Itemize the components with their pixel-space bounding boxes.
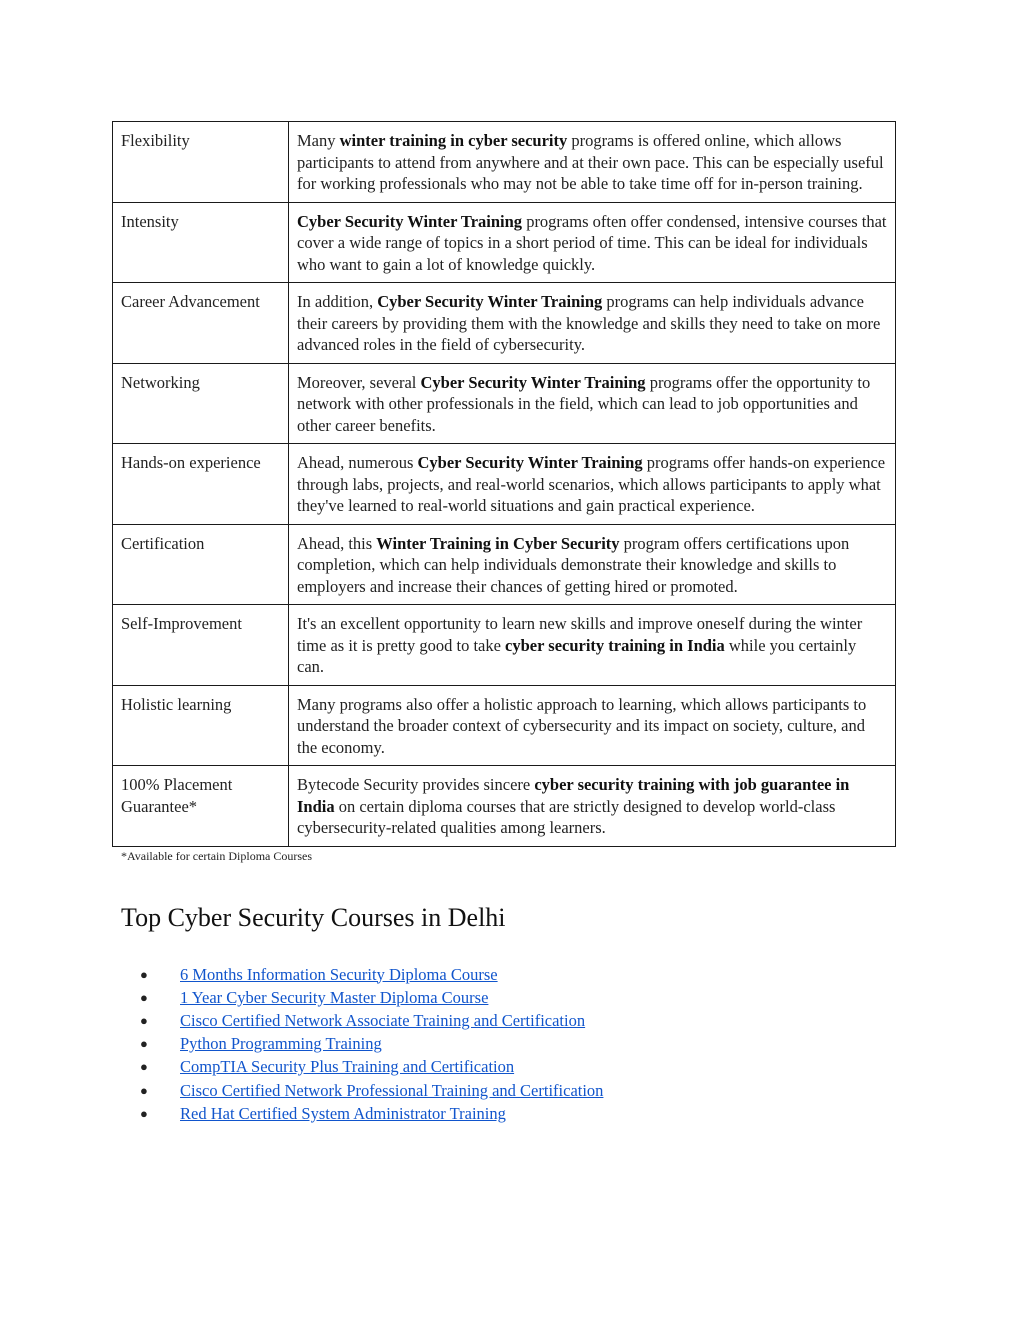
description-text: on certain diploma courses that are strictly designed to develop world-class cybersecurity-related qualities among learners. [297,796,836,837]
bold-keyword: cyber security training with job guarantee in India [297,775,850,816]
course-link[interactable]: Cisco Certified Network Associate Training and Certification [180,1010,586,1030]
bold-keyword: Cyber Security Winter Training [417,453,643,472]
row-label: Intensity [113,202,289,283]
course-list [112,963,896,1125]
description-text: Many [297,131,340,150]
row-description [289,524,896,605]
description-text: It's an excellent opportunity to learn new skills and improve oneself during the winter time as it is pretty good to take [297,614,863,655]
row-description [289,122,896,203]
table-row [113,766,896,847]
list-item [112,986,896,1009]
table-row [113,283,896,364]
bullet-icon: ● [140,1059,148,1075]
bold-keyword: Cyber Security Winter Training [377,292,603,311]
description-text: Moreover, several [297,372,421,392]
list-item [112,1055,896,1078]
list-item [112,1079,896,1102]
bullet-icon: ● [140,1012,148,1028]
course-link[interactable]: 1 Year Cyber Security Master Diploma Course [180,987,489,1007]
course-link[interactable]: Cisco Certified Network Professional Training and Certification [180,1080,604,1100]
list-item [112,1009,896,1032]
bullet-icon: ● [140,966,148,982]
description-text: Ahead, numerous [297,453,418,472]
document-content [112,121,896,1125]
row-label: Hands-on experience [113,444,289,525]
bullet-icon: ● [140,1082,148,1098]
bold-keyword: cyber security training in India [505,635,725,655]
table-row [113,605,896,686]
description-text: program offers certifications upon completion, which can help individuals demonstrate their knowledge and skills to employers and increase their chances of getting hired or promoted. [297,533,850,596]
row-description [289,444,896,525]
description-text: programs offer hands-on experience through labs, projects, and real-world scenarios, which allows participants to apply what they've learned to real-world situations and gain practical experience. [297,453,886,515]
benefits-table [112,121,896,847]
row-label: Flexibility [113,122,289,203]
row-description [289,363,896,444]
row-description [289,202,896,283]
bold-keyword: winter training in cyber security [339,131,568,150]
table-row [113,202,896,283]
course-link[interactable]: Red Hat Certified System Administrator Training [180,1103,506,1123]
footnote: *Available for certain Diploma Courses [121,848,313,863]
description-text: programs offer the opportunity to network with other professionals in the field, which can lead to job opportunities and other career benefits. [297,372,871,435]
table-row [113,122,896,203]
description-text: programs is offered online, which allows participants to attend from anywhere and at their own pace. This can be especially useful for working professionals who may not be able to take time off for in-person training. [297,131,884,193]
list-item [112,963,896,986]
description-text: programs can help individuals advance their careers by providing them with the knowledge and skills they need to take on more advanced roles in the field of cybersecurity. [297,292,881,354]
table-row [113,685,896,766]
row-description [289,766,896,847]
table-row [113,363,896,444]
bold-keyword: Cyber Security Winter Training [420,372,646,392]
table-row [113,524,896,605]
description-text: programs often offer condensed, intensive courses that cover a wide range of topics in a short period of time. This can be ideal for individuals who want to gain a lot of knowledge quickly. [297,211,887,274]
description-text: Many programs also offer a holistic approach to learning, which allows participants to understand the broader context of cybersecurity and its impact on society, culture, and the economy. [297,694,867,757]
table-row [113,444,896,525]
bullet-icon: ● [140,989,148,1005]
row-label: Networking [113,363,289,444]
description-text: Ahead, this [297,533,377,553]
bold-keyword: Winter Training in Cyber Security [376,533,620,553]
benefits-table-body [113,122,896,847]
description-text: In addition, [297,292,378,311]
bullet-icon: ● [140,1036,148,1052]
course-link[interactable]: 6 Months Information Security Diploma Course [180,964,498,984]
list-item [112,1032,896,1055]
course-link[interactable]: Python Programming Training [180,1034,382,1054]
row-description [289,283,896,364]
course-link[interactable]: CompTIA Security Plus Training and Certification [180,1057,515,1077]
row-description [289,605,896,686]
bold-keyword: Cyber Security Winter Training [297,211,523,231]
row-description [289,685,896,766]
row-label: Certification [113,524,289,605]
description-text: while you certainly can. [297,635,857,676]
description-text: Bytecode Security provides sincere [297,775,535,794]
list-item [112,1102,896,1125]
bullet-icon: ● [140,1105,148,1121]
row-label: Career Advancement [113,283,289,364]
row-label: Holistic learning [113,685,289,766]
section-title: Top Cyber Security Courses in Delhi [121,902,506,932]
row-label: Self-Improvement [113,605,289,686]
row-label: 100% Placement Guarantee* [113,766,289,847]
